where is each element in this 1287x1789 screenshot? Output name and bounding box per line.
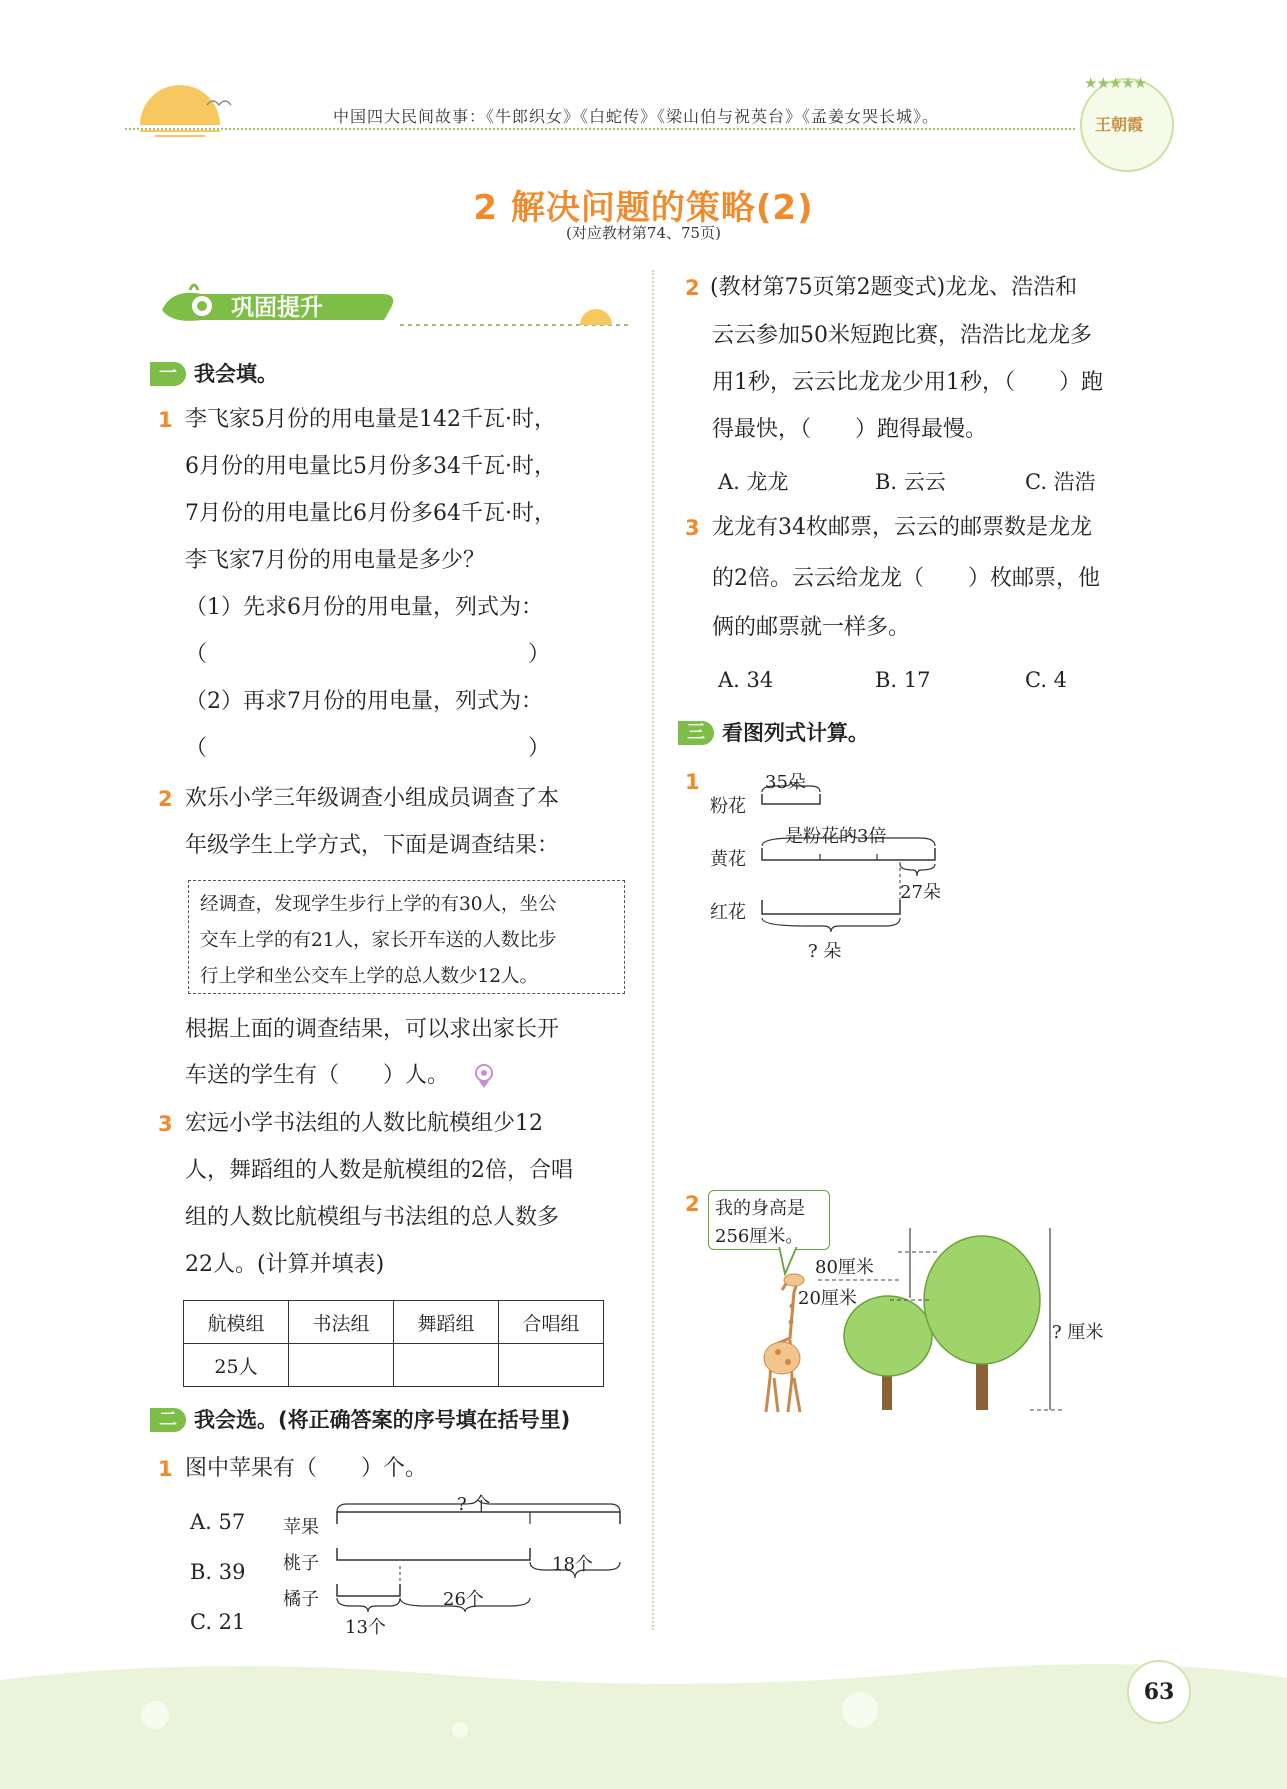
label-35: 35朵 <box>765 772 806 793</box>
s1q1-line: 李飞家5月份的用电量是142千瓦·时， <box>185 407 556 432</box>
logo-text: 王朝霞 <box>1095 115 1144 134</box>
s2q3-option-c[interactable]: C. 4 <box>1025 668 1068 692</box>
s1q3-line: 组的人数比航模组与书法组的总人数多 <box>185 1205 560 1230</box>
s2q2-line: 云云参加50米短跑比赛，浩浩比龙龙多 <box>712 323 1092 348</box>
s2q1-option-c[interactable]: C. 21 <box>190 1610 246 1634</box>
s1q1-line: 6月份的用电量比5月份多34千瓦·时， <box>185 454 556 479</box>
orange-label: 橘子 <box>283 1589 319 1610</box>
page-title: 2 解决问题的策略(2) <box>473 188 814 228</box>
label-26: 26个 <box>443 1589 484 1610</box>
s1q2-after: 根据上面的调查结果，可以求出家长开 <box>185 1017 560 1042</box>
table-header-cell: 合唱组 <box>499 1301 604 1344</box>
section3-heading <box>678 717 869 747</box>
page-subtitle: (对应教材第74、75页) <box>566 224 721 242</box>
table-header-row <box>184 1301 604 1344</box>
s1q3-line: 人，舞蹈组的人数是航模组的2倍，合唱 <box>185 1158 573 1183</box>
s2q3-number: 3 <box>685 516 700 540</box>
tall-tree-icon <box>924 1236 1040 1410</box>
s2q3-option-a[interactable]: A. 34 <box>718 668 774 692</box>
s2q1-option-a[interactable]: A. 57 <box>190 1510 246 1534</box>
table-cell-choir[interactable] <box>499 1344 604 1387</box>
speech-line: 256厘米。 <box>715 1226 804 1247</box>
s2q1-option-b[interactable]: B. 39 <box>190 1560 246 1584</box>
s2q3-line: 龙龙有34枚邮票，云云的邮票数是龙龙 <box>712 515 1092 540</box>
s1q1-line: 7月份的用电量比6月份多64千瓦·时， <box>185 501 556 526</box>
s1q1-line: 李飞家7月份的用电量是多少？ <box>185 548 485 573</box>
logo-stars: ★★★★★ <box>1084 74 1147 92</box>
s1q2-line: 年级学生上学方式，下面是调查结果： <box>185 833 560 858</box>
s2q3-option-b[interactable]: B. 17 <box>875 668 931 692</box>
s1q1-sub1: （1）先求6月份的用电量，列式为： <box>185 595 543 620</box>
red-label: 红花 <box>710 902 746 923</box>
apple-total-label: ? 个 <box>457 1494 491 1515</box>
label-13: 13个 <box>345 1617 386 1638</box>
label-q-cm: ? 厘米 <box>1052 1322 1104 1343</box>
s1q2-after[interactable]: 车送的学生有（ ）人。 <box>185 1063 450 1088</box>
section3-number: 三 <box>678 721 714 745</box>
survey-note-line: 交车上学的有21人，家长开车送的人数比步 <box>200 930 557 951</box>
section2-heading <box>150 1404 570 1434</box>
speech-line: 我的身高是 <box>715 1198 805 1219</box>
label-20cm: 20厘米 <box>798 1288 857 1309</box>
label-80cm: 80厘米 <box>815 1257 874 1278</box>
s3q1-number: 1 <box>685 770 700 794</box>
section3-title: 看图列式计算。 <box>722 721 869 745</box>
s1q1-number: 1 <box>158 408 173 432</box>
table-cell-dance[interactable] <box>394 1344 499 1387</box>
section2-number: 二 <box>150 1408 186 1432</box>
section1-number: 一 <box>150 362 186 386</box>
s2q2-option-c[interactable]: C. 浩浩 <box>1025 470 1096 494</box>
s1q2-number: 2 <box>158 787 173 811</box>
s1q1-answer-open: （ <box>185 736 208 761</box>
badge-sun-line <box>400 300 632 330</box>
s1q3-line: 宏远小学书法组的人数比航模组少12 <box>185 1111 543 1136</box>
page-bottom-wave <box>0 1660 1287 1789</box>
s2q2-line[interactable]: 得最快，（ ）跑得最慢。 <box>712 417 988 442</box>
header-story-line: 中国四大民间故事：《牛郎织女》《白蛇传》《梁山伯与祝英台》《孟姜女哭长城》。 <box>333 107 940 126</box>
s2q3-line: 俩的邮票就一样多。 <box>712 615 911 640</box>
s3q2-number: 2 <box>685 1192 700 1216</box>
s2q2-number: 2 <box>685 276 700 300</box>
video-hint-icon[interactable] <box>473 1063 495 1089</box>
yellow-label: 黄花 <box>710 849 746 870</box>
s2q1-number: 1 <box>158 1457 173 1481</box>
group-table <box>183 1300 604 1387</box>
peach-label: 桃子 <box>283 1553 319 1574</box>
short-tree-icon <box>844 1296 932 1410</box>
table-header-cell: 航模组 <box>184 1301 289 1344</box>
s2q2-line[interactable]: 用1秒，云云比龙龙少用1秒，（ ）跑 <box>712 370 1103 395</box>
section1-heading <box>150 358 278 388</box>
table-header-cell: 舞蹈组 <box>394 1301 499 1344</box>
label-times: 是粉花的3倍 <box>785 826 887 847</box>
section2-title: 我会选。(将正确答案的序号填在括号里) <box>194 1408 571 1432</box>
s2q3-line[interactable]: 的2倍。云云给龙龙（ ）枚邮票，他 <box>712 566 1100 591</box>
table-cell-model: 25人 <box>184 1344 289 1387</box>
s1q3-number: 3 <box>158 1112 173 1136</box>
survey-note-line: 经调查，发现学生步行上学的有30人，坐公 <box>200 894 557 915</box>
header-dotted-line <box>125 128 1075 130</box>
label-27: 27朵 <box>900 882 941 903</box>
survey-note-line: 行上学和坐公交车上学的总人数少12人。 <box>200 966 539 987</box>
s2q2-option-a[interactable]: A. 龙龙 <box>718 470 789 494</box>
label-q-flowers: ? 朵 <box>808 941 842 962</box>
badge-label: 巩固提升 <box>231 295 323 321</box>
flower-bar-diagram <box>755 780 955 950</box>
s1q1-sub2: （2）再求7月份的用电量，列式为： <box>185 689 543 714</box>
s1q1-answer-open: （ <box>185 642 208 667</box>
label-18: 18个 <box>552 1554 593 1575</box>
table-row <box>184 1344 604 1387</box>
s1q2-line: 欢乐小学三年级调查小组成员调查了本 <box>185 786 560 811</box>
s2q2-option-b[interactable]: B. 云云 <box>875 470 946 494</box>
column-divider <box>652 270 654 1630</box>
bird-icon <box>205 95 235 115</box>
giraffe-trees-illustration <box>730 1228 1090 1418</box>
s1q3-line: 22人。(计算并填表) <box>185 1252 385 1277</box>
s1q1-answer-close[interactable]: ） <box>528 642 551 667</box>
table-header-cell: 书法组 <box>289 1301 394 1344</box>
s1q1-answer-close[interactable]: ） <box>528 736 551 761</box>
section1-title: 我会填。 <box>194 362 278 386</box>
s2q2-line: (教材第75页第2题变式)龙龙、浩浩和 <box>710 275 1078 300</box>
page-number: 63 <box>1127 1660 1191 1724</box>
s2q1-text[interactable]: 图中苹果有（ ）个。 <box>185 1456 428 1481</box>
pink-label: 粉花 <box>710 796 746 817</box>
table-cell-calligraphy[interactable] <box>289 1344 394 1387</box>
apple-label: 苹果 <box>283 1517 319 1538</box>
